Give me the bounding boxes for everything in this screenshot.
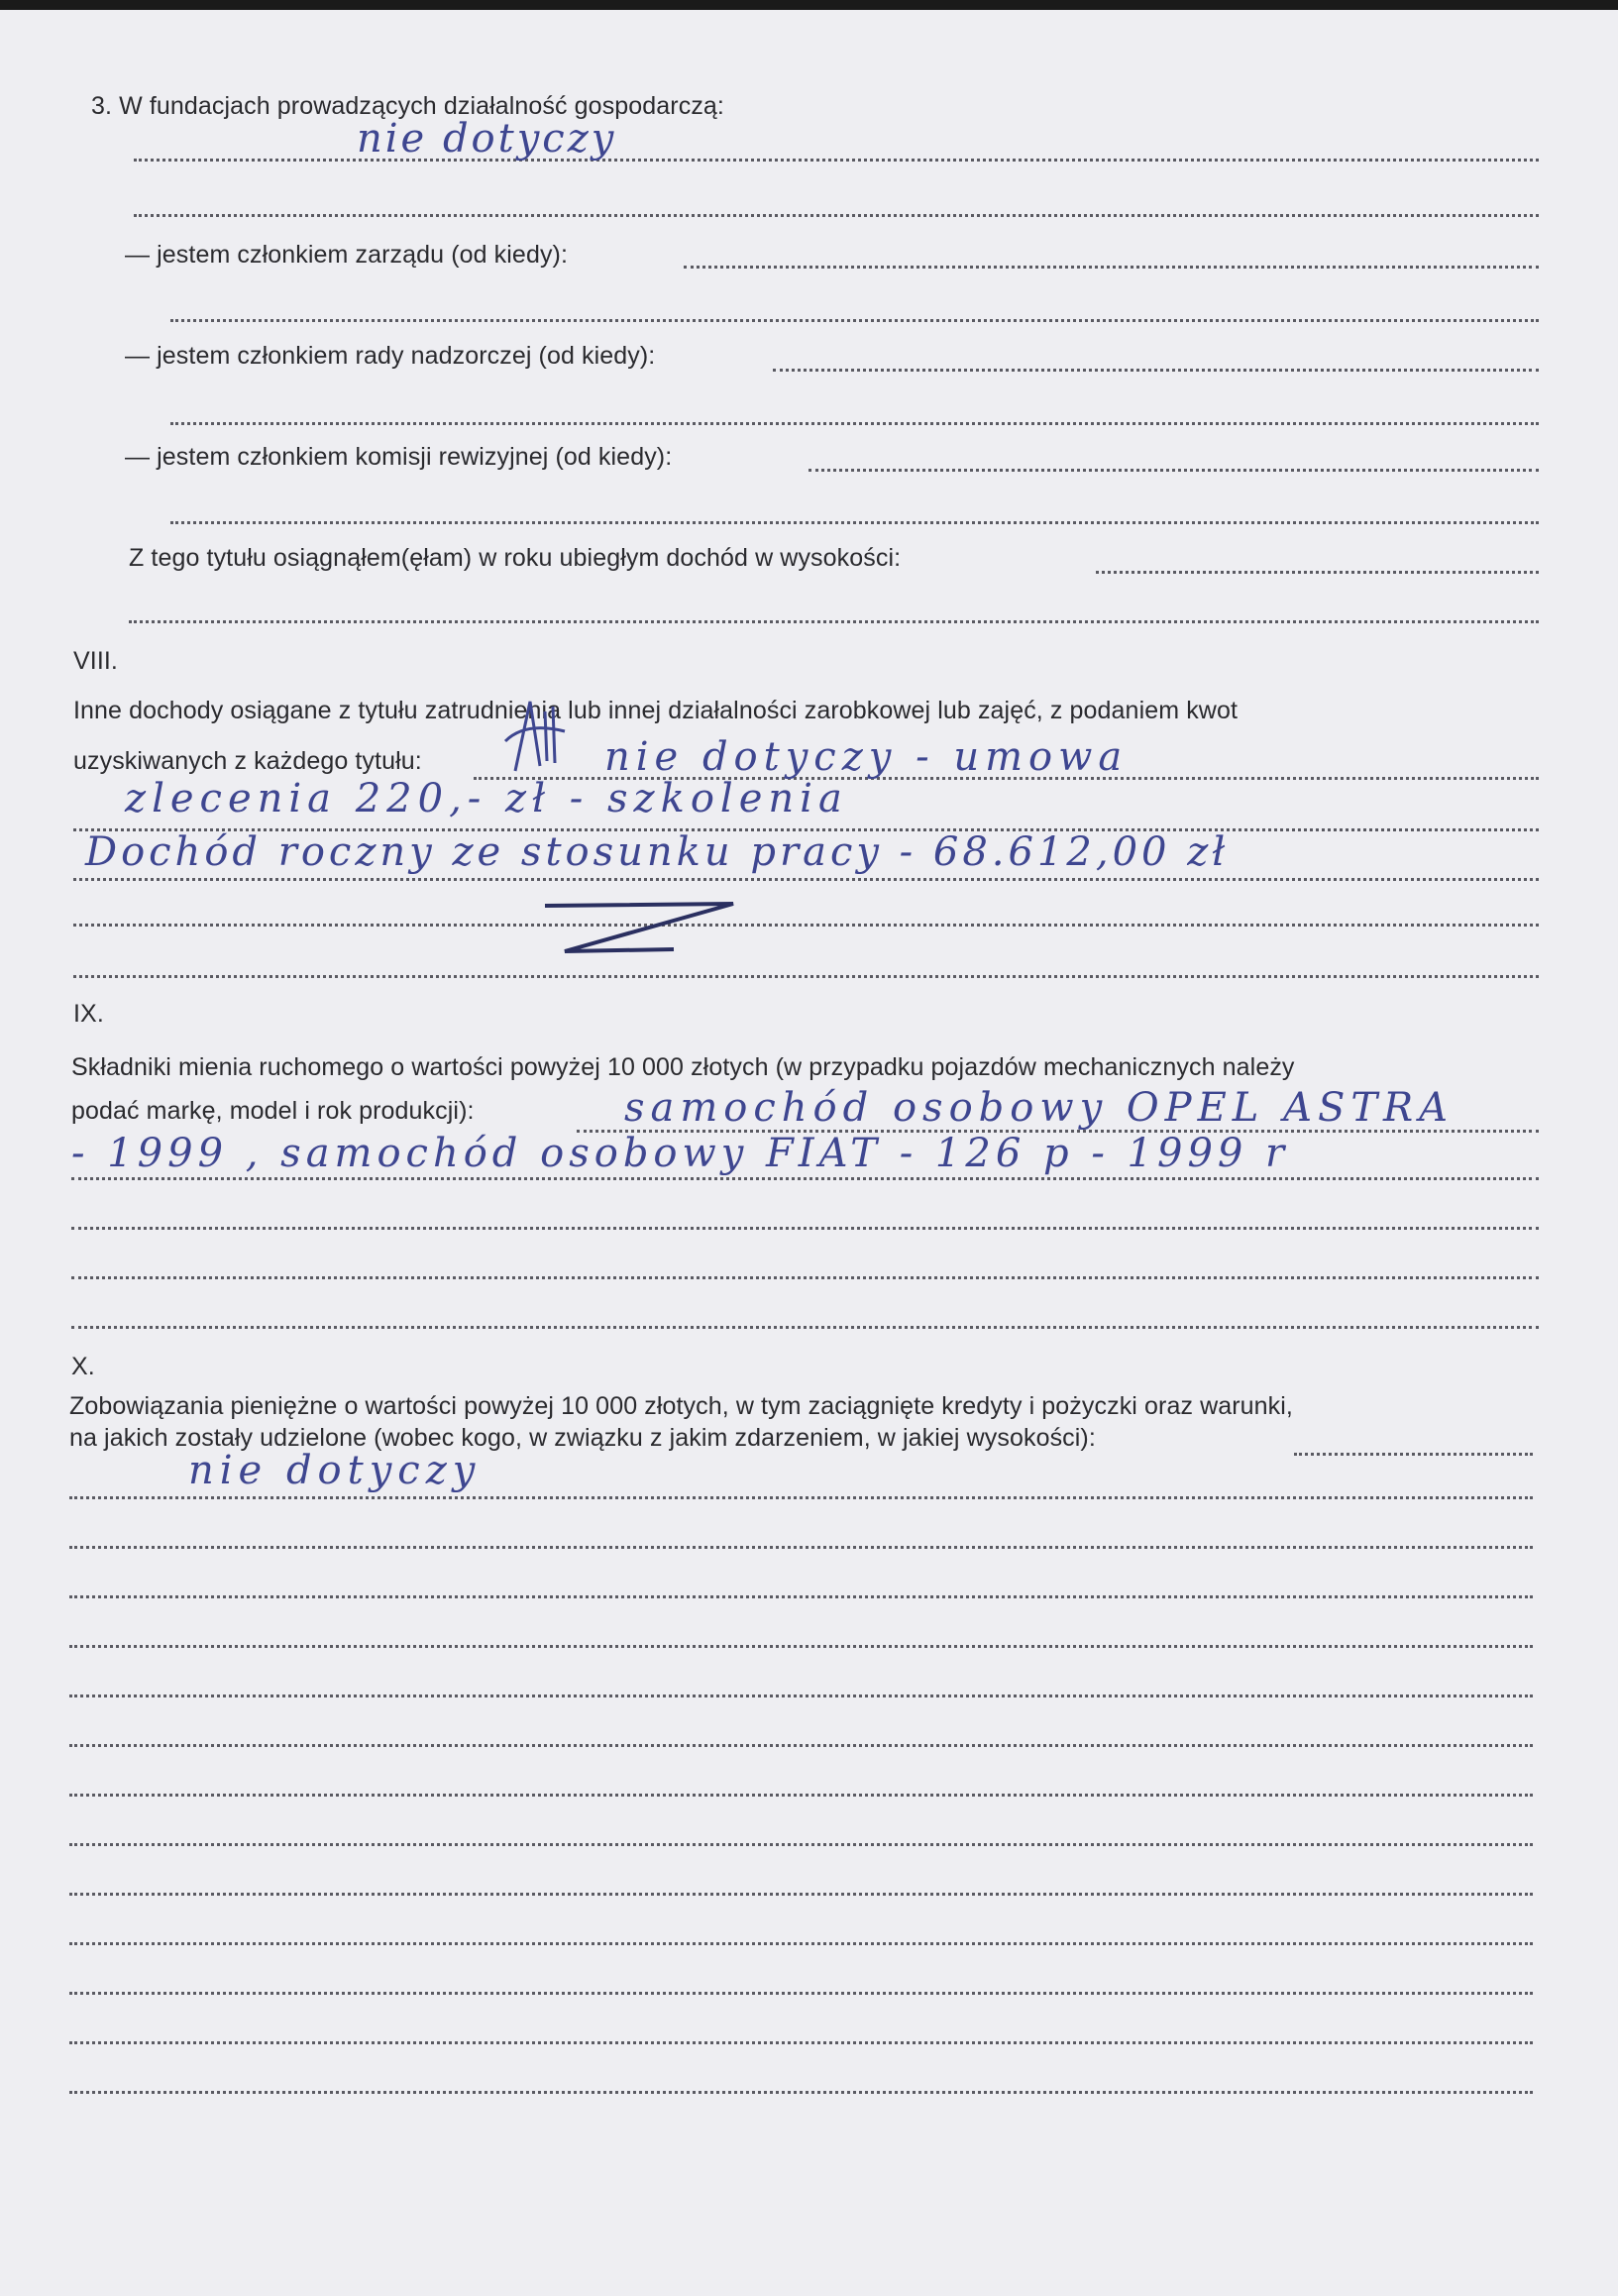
section-ix-heading: IX. <box>73 1000 104 1028</box>
section-x-heading: X. <box>71 1353 95 1380</box>
scan-top-edge <box>0 0 1618 10</box>
handwritten-answer-viii-1: nie dotyczy - umowa <box>604 734 1129 780</box>
board-member-label: — jestem członkiem zarządu (od kiedy): <box>125 241 569 269</box>
handwritten-crossout-mark <box>485 682 604 781</box>
section-ix-text-line-1: Składniki mienia ruchomego o wartości powyżej 10 000 złotych (w przypadku pojazdów mechanicznych należy <box>71 1053 1295 1081</box>
dotted-line <box>69 2041 1533 2044</box>
handwritten-answer-ix-1: samochód osobowy OPEL ASTRA <box>624 1085 1455 1131</box>
dotted-line <box>1294 1453 1533 1456</box>
dotted-line <box>71 1326 1539 1329</box>
dotted-line <box>69 1546 1533 1549</box>
dotted-line <box>71 1276 1539 1279</box>
handwritten-answer-viii-2: zlecenia 220,- zł - szkolenia <box>125 776 848 821</box>
item-3-label: 3. W fundacjach prowadzących działalność gospodarczą: <box>91 92 724 120</box>
dotted-line <box>69 2091 1533 2094</box>
dotted-line <box>73 924 1539 927</box>
dotted-line <box>170 521 1539 524</box>
dotted-line <box>773 369 1539 372</box>
dotted-line <box>1096 571 1539 574</box>
dotted-line <box>809 469 1539 472</box>
dotted-line <box>73 975 1539 978</box>
handwritten-z-strike-mark <box>535 890 753 961</box>
section-x-text-line-2: na jakich zostały udzielone (wobec kogo, w związku z jakim zdarzeniem, w jakiej wysokości): <box>69 1424 1096 1452</box>
dotted-line <box>69 1695 1533 1697</box>
section-viii-heading: VIII. <box>73 647 118 675</box>
handwritten-answer-x-1: nie dotyczy <box>188 1448 482 1493</box>
dotted-line <box>684 266 1539 269</box>
handwritten-answer-item-3: nie dotyczy <box>357 116 617 162</box>
handwritten-answer-viii-3: Dochód roczny ze stosunku pracy - 68.612,00 zł <box>85 829 1230 875</box>
section-ix-text-line-2: podać markę, model i rok produkcji): <box>71 1097 475 1125</box>
dotted-line <box>69 1744 1533 1747</box>
dotted-line <box>69 1942 1533 1945</box>
dotted-line <box>69 1893 1533 1896</box>
section-viii-text-line-2: uzyskiwanych z każdego tytułu: <box>73 747 422 775</box>
dotted-line <box>134 214 1539 217</box>
dotted-line <box>69 1794 1533 1797</box>
dotted-line <box>71 1227 1539 1230</box>
income-label: Z tego tytułu osiągnąłem(ęłam) w roku ubiegłym dochód w wysokości: <box>129 544 902 572</box>
dotted-line <box>129 620 1539 623</box>
section-viii-text-line-1: Inne dochody osiągane z tytułu zatrudnienia lub innej działalności zarobkowej lub zajęć, z podaniem kwot <box>73 697 1238 724</box>
supervisory-board-label: — jestem członkiem rady nadzorczej (od kiedy): <box>125 342 656 370</box>
dotted-line <box>134 159 1539 162</box>
dotted-line <box>69 1645 1533 1648</box>
dotted-line <box>69 1992 1533 1995</box>
dotted-line <box>73 878 1539 881</box>
dotted-line <box>170 422 1539 425</box>
dotted-line <box>69 1595 1533 1598</box>
dotted-line <box>69 1496 1533 1499</box>
dotted-line <box>69 1843 1533 1846</box>
handwritten-answer-ix-2: - 1999 , samochód osobowy FIAT - 126 p - 1999 r <box>71 1131 1290 1176</box>
section-x-text-line-1: Zobowiązania pieniężne o wartości powyżej 10 000 złotych, w tym zaciągnięte kredyty i pożyczki oraz warunki, <box>69 1392 1293 1420</box>
dotted-line <box>71 1177 1539 1180</box>
dotted-line <box>170 319 1539 322</box>
audit-committee-label: — jestem członkiem komisji rewizyjnej (od kiedy): <box>125 443 673 471</box>
